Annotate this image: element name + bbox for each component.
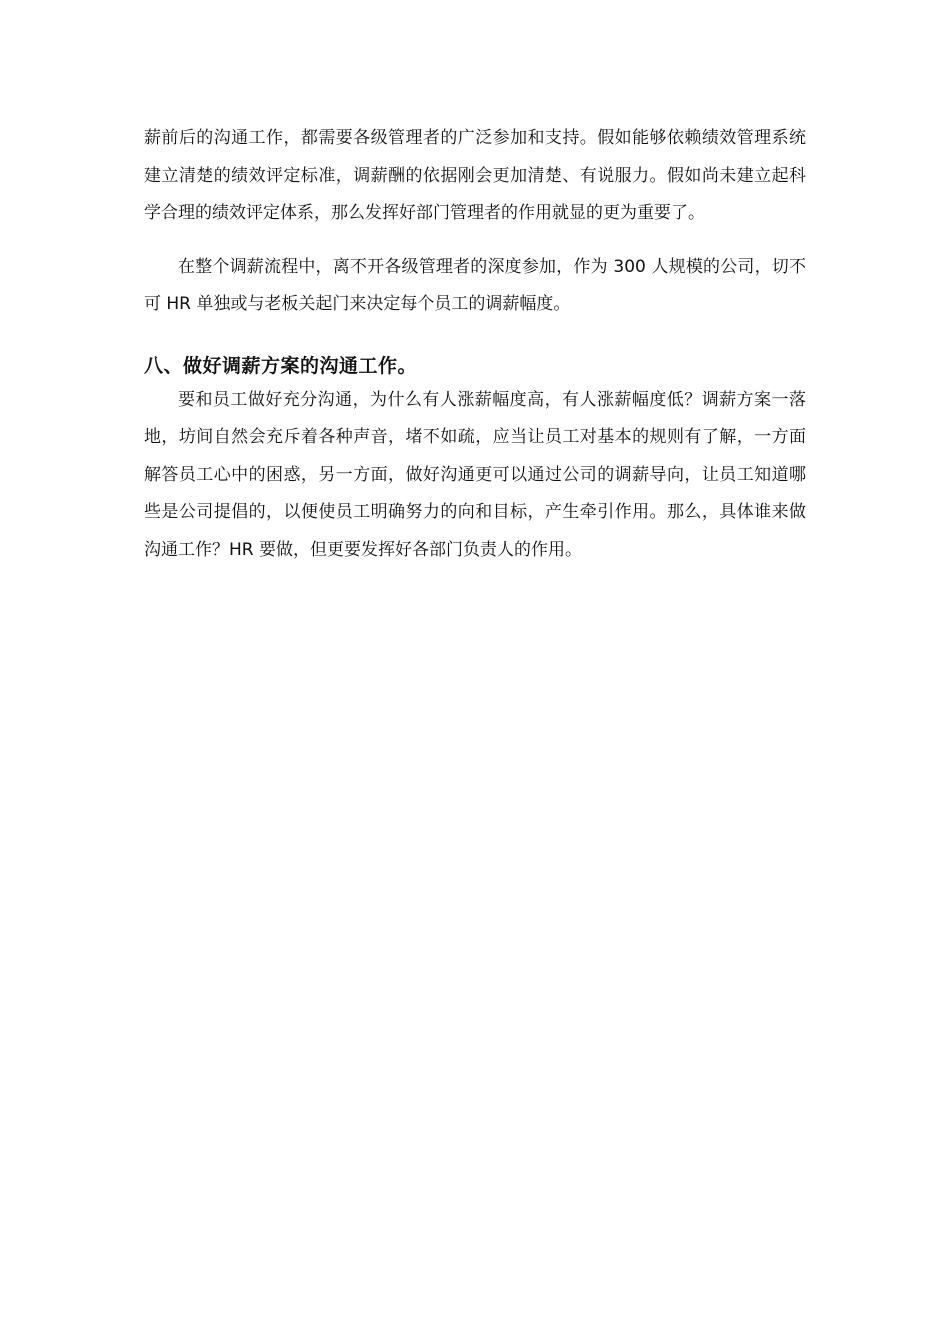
paragraph-process: 在整个调薪流程中，离不开各级管理者的深度参加，作为 300 人规模的公司，切不可 HR 单独或与老板关起门来决定每个员工的调薪幅度。 bbox=[144, 256, 806, 314]
paragraph-communication: 要和员工做好充分沟通，为什么有人涨薪幅度高，有人涨薪幅度低？调薪方案一落地，坊间自然会充斥着各种声音，堵不如疏，应当让员工对基本的规则有了解，一方面解答员工心中的困惑，另一方面，做好沟通更可以通过公司的调薪导向，让员工知道哪些是公司提倡的，以便使员工明确努力的向和目标，产生牵引作用。那么，具体谁来做沟通工作？HR 要做，但更要发挥好各部门负责人的作用。 bbox=[144, 389, 806, 560]
paragraph-continuation: 薪前后的沟通工作，都需要各级管理者的广泛参加和支持。假如能够依赖绩效管理系统建立清楚的绩效评定标准，调薪酬的依据刚会更加清楚、有说服力。假如尚未建立起科学合理的绩效评定体系，那么发挥好部门管理者的作用就显的更为重要了。 bbox=[144, 128, 806, 223]
section-heading: 八、做好调薪方案的沟通工作。 bbox=[144, 354, 418, 377]
document-page bbox=[144, 120, 806, 569]
